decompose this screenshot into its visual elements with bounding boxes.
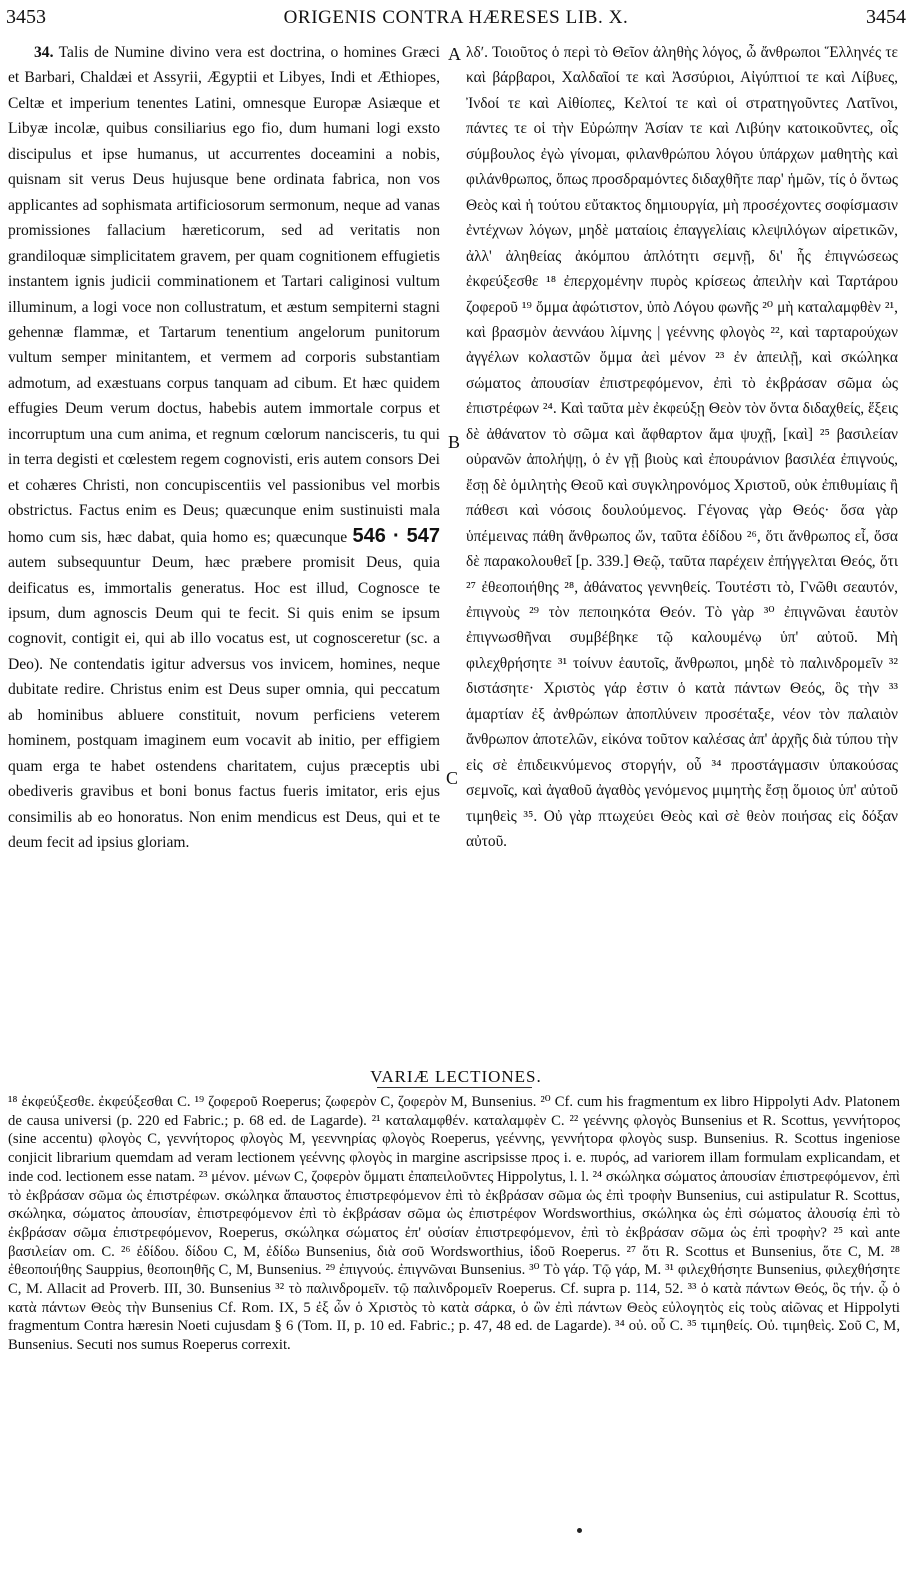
margin-letter-a: A <box>448 44 461 64</box>
margin-letter-b: B <box>448 432 461 452</box>
latin-paragraph <box>8 40 440 856</box>
latin-text-part-1: Talis de Numine divino vera est doctrina, o homines Græci et Barbari, Chaldæi et Assyrii, Ægyptii et Libyes, Indi et Æthiopes, Celtæ et imperium tenentes Latini, omnesque Europæ Asiæque et Libyæ incolæ, quibus consiliarius ego fio, dum humani logi exsto discipulus et ipse humanus, ut accurrentes doceamini a nobis, quisnam sit verus Deus hujusque bene ordinata fabrica, non vos applicantes ad sophismata artificiosorum sermonum, neque ad vanas promissiones fallacium hæreticorum, sed ad veritatis non grandiloquæ simplicitatem gravem, per quam cognitionem effugietis instantem ignis judicii comminationem et Tartari caliginosi vultum illuminum, a logi voce non collustratum, et æstum sempiterni stagni gehennæ flammæ, et Tartarum tenentium angelorum punitorum vultum semper minitantem, et vermem ad corporis substantiam admotum, ad exæstuans corpus tanquam ad cibum. Et hæc quidem effugies Deum verum doctus, habebis autem immortale corpus et incorruptum una cum anima, et regnum cœlorum nancisceris, tu qui in terra degisti et cœlestem regem cognovisti, eris autem consors Dei et cohæres Christi, non concupiscentiis vel passionibus vel morbis obstrictus. Factus enim es Deus; quæcunque enim sustinuisti mala homo cum sis, hæc dabat, quia homo es; quæcunque <box>8 44 440 546</box>
greek-paragraph: λδʹ. Τοιοῦτος ὁ περὶ τὸ Θεῖον ἀληθὴς λόγος, ὦ ἄνθρωποι Ἕλληνές τε καὶ βάρβαροι, Χαλδαῖοί τε καὶ Ἀσσύριοι, Αἰγύπτιοί τε καὶ Λίβυες, Ἰνδοί τε καὶ Αἰθίοπες, Κελτοί τε καὶ οἱ στρατηγοῦντες Λατῖνοι, πάντες τε οἱ τὴν Εὐρώπην Ἀσίαν τε καὶ Λιβύην κατοικοῦντες, οἷς σύμβουλος ἐγὼ γίνομαι, φιλανθρώπου λόγου ὑπάρχων μαθητὴς καὶ φιλάνθρωπος, ὅπως προσδραμόντες διδαχθῆτε παρ' ἡμῶν, τίς ὁ ὄντως Θεὸς καὶ ἡ τούτου εὔτακτος δημιουργία, μὴ προσέχοντες σοφίσμασιν ἐντέχνων λόγων, μηδὲ ματαίοις ἐπαγγελίαις κλεψιλόγων αἱρετικῶν, ἀλλ' ἀληθείας ἀκόμπου ἁπλότητι σεμνῇ, δι' ἧς ἐπιγνώσεως ἐκφεύξεσθε ¹⁸ ἐπερχομένην πυρὸς κρίσεως ἀπειλὴν καὶ Ταρτάρου ζοφεροῦ ¹⁹ ὄμμα ἀφώτιστον, ὑπὸ Λόγου φωνῆς ²⁰ μὴ καταλαμφθὲν ²¹, καὶ βρασμὸν ἀεννάου λίμνης | γεέννης φλογὸς ²², καὶ ταρταρούχων ἀγγέλων κολαστῶν ὄμμα ἀεὶ μένον ²³ ἐν ἀπειλῇ, καὶ σκώληκα σώματος ἀπουσίαν ἐπιστρεφόμενον, ἐπὶ τὸ ἐκβράσαν σῶμα ὡς ἐπιστρέφων ²⁴. Καὶ ταῦτα μὲν ἐκφεύξῃ Θεὸν τὸν ὄντα διδαχθείς, ἕξεις δὲ ἀθάνατον τὸ σῶμα καὶ ἄφθαρτον ἅμα ψυχῇ, [καὶ] ²⁵ βασιλείαν οὐρανῶν ἀπολήψῃ, ὁ ἐν γῇ βιοὺς καὶ ἐπουράνιον βασιλέα ἐπιγνούς, ἔσῃ δὲ ὁμιλητὴς Θεοῦ καὶ συγκληρονόμος Χριστοῦ, οὐκ ἐπιθυμίαις ἢ πάθεσι καὶ νόσοις δουλούμενος. Γέγονας γὰρ Θεός· ὅσα γὰρ ὑπέμεινας πάθη ἄνθρωπος ὤν, ταῦτα ἐδίδου ²⁶, ὅτι ἄνθρωπος εἶ, ὅσα δὲ παρακολουθεῖ [p. 339.] Θεῷ, ταῦτα παρέχειν ἐπήγγελται Θεός, ὅτι ²⁷ ἐθεοποιήθης ²⁸, ἀθάνατος γεννηθείς. Τουτέστι τὸ, Γνῶθι σεαυτόν, ἐπιγνοὺς ²⁹ τὸν πεποιηκότα Θεόν. Τὸ γὰρ ³⁰ ἐπιγνῶναι ἑαυτὸν ἐπιγνωσθῆναι συμβέβηκε τῷ καλουμένῳ ὑπ' αὐτοῦ. Μὴ φιλεχθρήσητε ³¹ τοίνυν ἑαυτοῖς, ἄνθρωποι, μηδὲ τὸ παλινδρομεῖν ³² διστάσητε· Χριστὸς γάρ ἐστιν ὁ κατὰ πάντων Θεός, ὃς τὴν ³³ ἁμαρτίαν ἐξ ἀνθρώπων ἀποπλύνειν προσέταξε, νέον τὸν παλαιὸν ἄνθρωπον ἀποτελῶν, εἰκόνα τοῦτον καλέσας ἀπ' ἀρχῆς διὰ τύπου τὴν εἰς σὲ ἐπιδεικνύμενος στοργήν, οὗ ³⁴ προστάγμασιν ὑπακούσας σεμνοῖς, καὶ ἀγαθοῦ ἀγαθὸς γενόμενος μιμητὴς ἔσῃ ὅμοιος ὑπ' αὐτοῦ τιμηθεὶς ³⁵. Οὐ γὰρ πτωχεύει Θεὸς καὶ σὲ θεὸν ποιήσας εἰς δόξαν αὐτοῦ. <box>466 44 898 851</box>
greek-column <box>466 40 898 855</box>
heading-rule <box>377 1087 532 1088</box>
variae-lectiones-notes: ¹⁸ ἐκφεύξεσθε. ἐκφεύξεσθαι C. ¹⁹ ζοφεροῦ Roeperus; ζωφερὸν C, ζοφερὸν M, Bunsenius. ²⁰ Cf. cum his fragmentum ex libro Hippolyti Adv. Platonem de causa universi (p. 220 ed Fabric.; p. 68 ed. de Lagarde). ²¹ καταλαμφθέν. καταλαμφὲν C. ²² γεέννης φλογὸς Bunsenius et R. Scottus, γεννήτορος (sine accentu) φλογὸς C, γεννήτορος φλογὸς M, γεεννηρίας φλογὸς Roeperus, γεέννης, γεννήτορα φλογὸς susp. Bunsenius. R. Scottus ingeniose conjicit librarium quemdam ad veram lectionem γεέννης φλογὸς in margine ascripsisse προς i. e. πυρός, ad variorem illam formulam explicandam, et inde cod. lectionem esse natam. ²³ μένον. μένων C, ζοφερὸν ὄμματι ἐπαπειλοῦντες Hippolytus, l. l. ²⁴ σκώληκα σώματος ἀπουσίαν ἐπιστρεφόμενον, ἐπὶ τὸ ἐκβράσαν σῶμα ὡς ἐπιστρέφων. σκώληκα ἄπαυστος ἐπιστρεφόμενον ἐπὶ τὸ ἐκβράσαν σῶμα ὡς ἐπὶ τροφὴν Bunsenius, cui astipulatur R. Scottus, σκώληκα, σώματος ἀπουσίαν, ἐπιστρεφόμενον ἐπὶ τὸ ἐκβράσαν σῶμα ὡς ἐπιστρέφον Wordsworthius, σκώληκα ὡς ἐπὶ σώματος ἀλουσίᾳ ἐπὶ τὸ ἐκβράσαν σῶμα ἐπιστρεφόμενον, Roeperus, σκώληκα σώματος ἐπ' οὐσίαν ἐπιστρεφόμενον, ἐπὶ τὸ ἐκβράσαν σῶμα ὡς ἐπὶ τροφὴν? ²⁵ καὶ ante βασιλείαν om. C. ²⁶ ἐδίδου. δίδου C, M, ἐδίδω Bunsenius, διὰ σοῦ Wordsworthius, ἰδοῦ Roeperus. ²⁷ ὅτι R. Scottus et Bunsenius, ὅτε C, M. ²⁸ ἐθεοποιήθης Sauppius, θεοποιηθῆς C, M, Bunsenius. ²⁹ ἐπιγνούς. ἐπιγνῶναι Bunsenius. ³⁰ Τὸ γάρ. Τῷ γάρ, M. ³¹ φιλεχθήσητε Bunsenius, φιλεχθήσητε C, M. Allacit ad Proverb. III, 30. Bunsenius ³² τὸ παλινδρομεῖν. τῷ παλινδρομεῖν Roeperus. Cf. supra p. 114, 52. ³³ ὁ κατὰ πάντων Θεός, ὃς τήν. ᾧ ὁ κατὰ πάντων Θεὸς τὴν Bunsenius Cf. Rom. IX, 5 ἐξ ὧν ὁ Χριστὸς τὸ κατὰ σάρκα, ὁ ὢν ἐπὶ πάντων Θεὸς εὐλογητὸς εἰς τοὺς αἰῶνας et Hippolyti fragmentum Contra hæresin Noeti cujusdam § 6 (Tom. II, p. 10 ed. Fabric.; p. 47, 48 ed. de Lagarde). ³⁴ οὐ. οὗ C. ³⁵ τιμηθείς. Οὐ. τιμηθεὶς. Σοῦ C, M, Bunsenius. Secuti nos sumus Roeperus correxit. <box>8 1094 900 1354</box>
latin-text-part-2: autem subsequuntur Deum, hæc præbere promisit Deus, quia deificatus es, immortalis generatus. Hoc est illud, Cognosce te ipsum, dum agnoscis Deum qui te fecit. Si quis enim se ipsum cognovit, contigit ei, qui ab illo vocatus est, ut cognosceretur (sc. a Deo). Ne contendatis igitur adversus vos invicem, homines, neque dubitate redire. Christus enim est Deus super omnia, qui peccatum ab hominibus abluere constituit, novum perficiens veterem hominem, postquam imaginem eum vocavit ab initio, per effigiem quam erga te habet ostendens charitatem, cujus præceptis ubi obediveris gravibus et boni bonus factus fueris imitator, eris ejus consimilis ab eo honoratus. Non enim mendicus est Deus, qui et te deum fecit ad ipsius gloriam. <box>8 554 440 852</box>
page-marks: 546 · 547 <box>352 524 440 547</box>
margin-letter-c: C <box>446 768 459 788</box>
variae-lectiones-heading: VARIÆ LECTIONES. <box>370 1067 542 1086</box>
running-header <box>0 6 912 36</box>
page-number-right: 3454 <box>866 6 906 28</box>
running-title: ORIGENIS CONTRA HÆRESES LIB. X. <box>283 7 629 28</box>
latin-column <box>8 40 440 856</box>
section-number: 34. <box>34 44 54 61</box>
page-number-left: 3453 <box>6 6 46 28</box>
ink-dot <box>577 1528 582 1533</box>
